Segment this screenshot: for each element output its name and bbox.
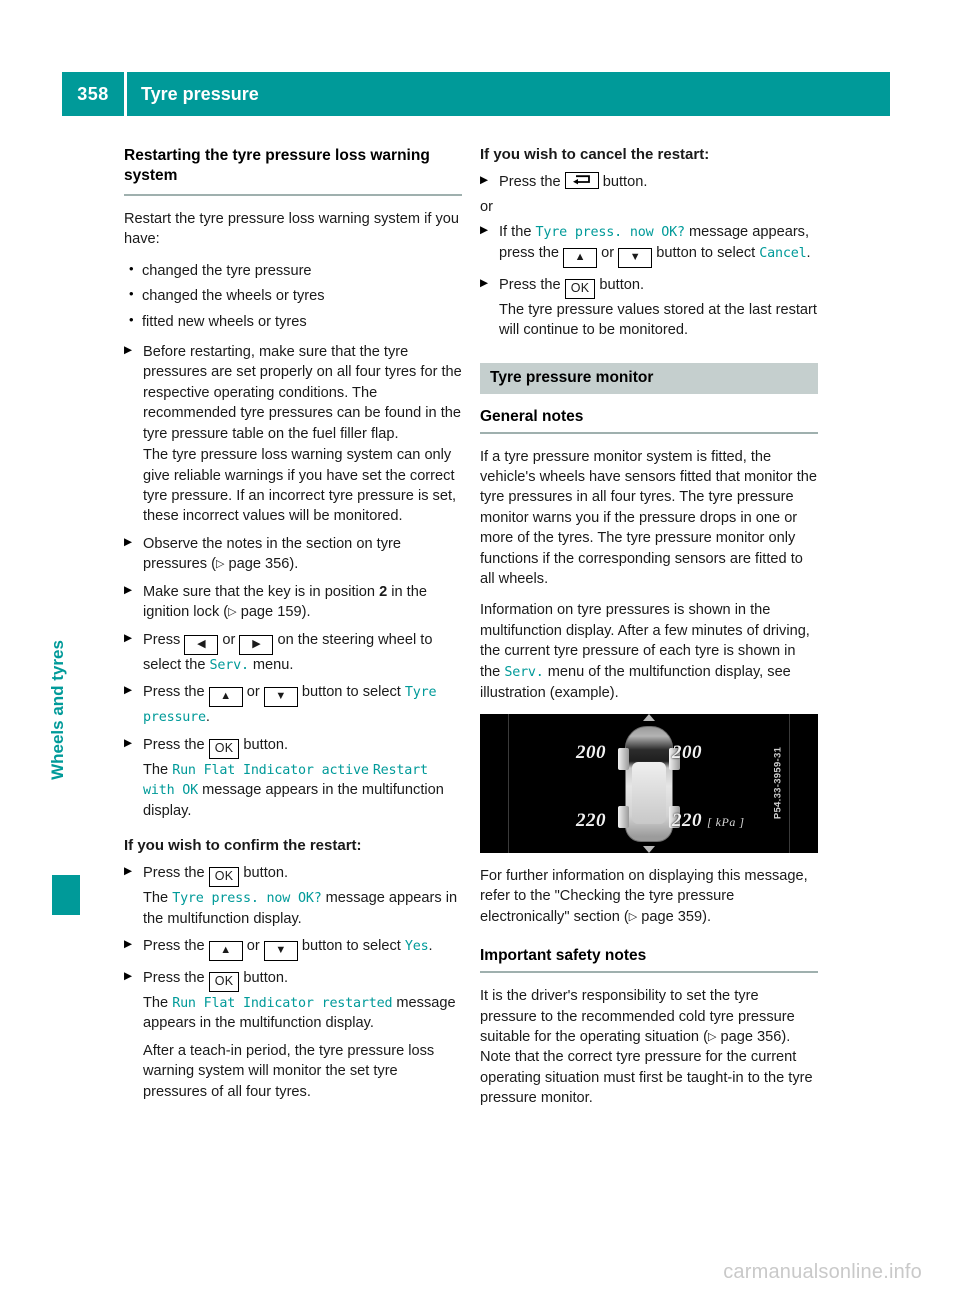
arrow-left-button-icon[interactable]: ◀ xyxy=(184,635,218,655)
step-text: Press the xyxy=(143,938,209,955)
list-item: • fitted new wheels or tyres xyxy=(124,312,462,332)
mfd-option-cancel: Cancel xyxy=(759,246,807,262)
step-text-tail: button. xyxy=(598,174,648,190)
page-ref-triangle-icon: ▷ xyxy=(628,910,638,923)
step-text: Make sure that the key is in position xyxy=(143,583,380,600)
step-text-mid: on the steering wheel to select the xyxy=(143,631,433,673)
right-column xyxy=(480,146,818,1120)
paragraph-text-tail: menu of the multifunction display, see illustration (example). xyxy=(480,663,791,701)
heading-rule xyxy=(124,194,462,196)
step-text-tail: button. xyxy=(239,865,289,882)
step-text: Press xyxy=(143,631,185,648)
after-figure-paragraph xyxy=(480,866,818,927)
step-result xyxy=(143,888,462,929)
step-text-tail: button. xyxy=(595,277,645,294)
general-notes-paragraph-1: If a tyre pressure monitor system is fitted, the vehicle's wheels have sensors fitted that monitor the tyre pressures in all four tyres. The tyre pressure monitor warns you if the pressure drops in one or more of the tyres. The tyre pressure monitor only functions if the corresponding sensors are fitted to all wheels. xyxy=(480,448,817,588)
arrow-down-button-icon[interactable]: ▼ xyxy=(264,687,298,707)
arrow-up-button-icon[interactable]: ▲ xyxy=(563,248,597,268)
result-tail: message appears in the multifunction display. xyxy=(143,994,456,1032)
arrow-up-button-icon[interactable]: ▲ xyxy=(209,941,243,961)
step-result: The tyre pressure values stored at the last restart will continue to be monitored. xyxy=(499,301,817,339)
pressure-rear-left: 220 xyxy=(576,809,606,831)
page-header xyxy=(62,72,890,116)
page-ref-label: page 359 xyxy=(641,908,703,925)
step-text-mid: button to select xyxy=(297,938,405,955)
step-before-restarting xyxy=(124,342,462,527)
conjunction-or: or xyxy=(242,938,264,955)
figure-marker-bottom-icon xyxy=(643,846,655,853)
pressure-unit: [ kPa ] xyxy=(707,814,745,829)
mfd-menu-serv: Serv. xyxy=(504,664,544,680)
cancel-restart-heading: If you wish to cancel the restart: xyxy=(480,146,710,163)
step-result xyxy=(143,993,462,1034)
page-reference xyxy=(708,1029,781,1045)
step-text: Observe the notes in the section on tyre pressures ( xyxy=(143,535,401,573)
key-position-value: 2 xyxy=(379,583,388,600)
paragraph-text: Information on tyre pressures is shown in the multifunction display. After a few minutes of driving, the current tyre pressure of each tyre is shown in the xyxy=(480,602,810,680)
step-text-mid: message appears, press the xyxy=(499,224,810,262)
cancel-step-press-back xyxy=(480,172,818,192)
step-text: Press the xyxy=(499,174,565,190)
conjunction-or: or xyxy=(218,631,240,648)
ok-button-icon[interactable]: OK xyxy=(209,867,240,887)
cancel-steps-part1 xyxy=(480,172,818,192)
ok-button-icon[interactable]: OK xyxy=(209,972,240,992)
chapter-tab-marker xyxy=(52,875,80,915)
general-notes-heading: General notes xyxy=(480,407,584,425)
step-text: If the xyxy=(499,224,536,241)
restart-steps xyxy=(124,342,462,821)
paragraph-text: For further information on displaying this message, refer to the "Checking the tyre pressure electronically" section ( xyxy=(480,867,808,925)
step-result xyxy=(143,760,462,822)
step-text-tail: . xyxy=(205,709,210,726)
step-text-tail: ). xyxy=(289,556,299,573)
page-ref-triangle-icon: ▷ xyxy=(707,1031,717,1044)
step-key-position xyxy=(124,582,462,623)
cancel-step-select-cancel xyxy=(480,222,818,268)
page-ref-label: page 159 xyxy=(240,604,302,621)
mfd-message-line2: Restart with OK xyxy=(143,762,428,799)
general-notes-paragraph-2 xyxy=(480,600,818,702)
arrow-up-button-icon[interactable]: ▲ xyxy=(209,687,243,707)
paragraph-text-tail: ). xyxy=(702,908,712,925)
tyre-front-left-icon xyxy=(618,748,629,770)
step-text-tail: button. xyxy=(239,970,289,987)
result-tail: message appears in the multifunction display. xyxy=(143,889,458,927)
mfd-menu-serv: Serv. xyxy=(209,657,249,673)
step-text-mid: in the ignition lock ( xyxy=(143,583,427,621)
step-text-tail: menu. xyxy=(248,656,294,673)
confirm-steps xyxy=(124,863,462,1033)
result-prefix: The xyxy=(143,761,173,778)
mfd-illustration xyxy=(480,714,818,853)
pressure-rear-right: 220 xyxy=(672,809,702,831)
step-text: Press the xyxy=(143,737,209,754)
arrow-down-button-icon[interactable]: ▼ xyxy=(618,248,652,268)
confirm-step-press-ok xyxy=(124,863,462,929)
figure-code: P54.33-3959-31 xyxy=(772,747,784,820)
mfd-message: Tyre press. now OK? xyxy=(535,225,685,241)
condition-list xyxy=(124,261,462,332)
arrow-down-button-icon[interactable]: ▼ xyxy=(264,941,298,961)
pressure-front-right: 200 xyxy=(672,741,702,763)
paragraph-text-tail: ). Note that the correct tyre pressure for the current operating situation must first be taught-in to the tyre pressure monitor. xyxy=(480,1029,813,1107)
ok-button-icon[interactable]: OK xyxy=(209,739,240,759)
step-press-ok xyxy=(124,735,462,821)
ok-button-icon[interactable]: OK xyxy=(565,279,596,299)
figure-divider-left xyxy=(508,714,509,853)
heading-rule xyxy=(480,432,818,434)
mfd-message-line1: Run Flat Indicator active xyxy=(172,762,369,778)
mfd-message: Tyre press. now OK? xyxy=(172,890,322,906)
figure-marker-top-icon xyxy=(643,714,655,721)
chapter-tab-label: Wheels and tyres xyxy=(48,640,67,780)
safety-notes-paragraph xyxy=(480,986,818,1109)
pressure-rear-right-group xyxy=(672,810,745,832)
confirm-step-final-ok xyxy=(124,968,462,1034)
page-reference xyxy=(629,909,702,925)
or-separator: or xyxy=(480,199,493,216)
step-text: Before restarting, make sure that the tyre pressures are set properly on all four tyres for the respective operating conditions. The recommended tyre pressures can be found in the tyre pressure table on the fuel filler flap. xyxy=(143,344,462,442)
safety-notes-heading: Important safety notes xyxy=(480,947,647,965)
pressure-front-left: 200 xyxy=(576,741,606,763)
page-ref-triangle-icon: ▷ xyxy=(228,606,237,619)
mfd-message: Run Flat Indicator restarted xyxy=(172,995,393,1011)
conjunction-or: or xyxy=(597,245,619,262)
step-text-tail: . xyxy=(806,245,811,262)
section-heading: Restarting the tyre pressure loss warning system xyxy=(124,147,430,185)
cancel-step-press-ok xyxy=(480,275,818,340)
step-text: Press the xyxy=(143,865,209,882)
confirm-restart-heading: If you wish to confirm the restart: xyxy=(124,837,362,855)
list-item: • changed the wheels or tyres xyxy=(124,286,462,306)
step-text-mid: button to select xyxy=(297,684,405,701)
step-text: Press the xyxy=(143,970,209,987)
intro-paragraph: Restart the tyre pressure loss warning system if you have: xyxy=(124,210,459,248)
page-number: 358 xyxy=(62,72,124,116)
step-text-tail: ). xyxy=(301,604,311,621)
result-prefix: The xyxy=(143,994,173,1011)
heading-rule xyxy=(480,971,818,973)
step-text-mid2: button to select xyxy=(652,245,760,262)
confirm-step-select-yes xyxy=(124,936,462,961)
arrow-right-button-icon[interactable]: ▶ xyxy=(239,635,273,655)
step-text: Press the xyxy=(143,684,209,701)
page-ref-triangle-icon: ▷ xyxy=(216,558,225,571)
paragraph-text: It is the driver's responsibility to set the tyre pressure to the recommended cold tyre pressure suitable for the operating situation ( xyxy=(480,988,795,1046)
figure-divider-right xyxy=(789,714,790,853)
page-ref-label: page 356 xyxy=(228,556,290,573)
step-text-tail: . xyxy=(428,938,433,955)
conjunction-or: or xyxy=(242,684,264,701)
result-prefix: The xyxy=(143,889,173,906)
step-observe-notes xyxy=(124,534,462,575)
step-press-left-right xyxy=(124,630,462,676)
teach-in-note: After a teach-in period, the tyre pressure loss warning system will monitor the set tyre pressures of all four tyres. xyxy=(143,1042,435,1100)
subsection-band-title: Tyre pressure monitor xyxy=(480,363,818,394)
vehicle-roof xyxy=(632,762,666,824)
step-press-up-down xyxy=(124,682,462,728)
site-watermark: carmanualsonline.info xyxy=(723,1261,922,1283)
page-title: Tyre pressure xyxy=(127,72,890,116)
step-text: Press the xyxy=(499,277,565,294)
tyre-rear-left-icon xyxy=(618,806,629,828)
back-button-icon[interactable] xyxy=(565,172,599,189)
step-text-tail: button. xyxy=(239,737,289,754)
step-continuation: The tyre pressure loss warning system can only give reliable warnings if you have set the correct tyre pressure. If an incorrect tyre pressure is set, these incorrect values will be monitored. xyxy=(143,447,457,525)
mfd-option-yes: Yes xyxy=(404,939,429,955)
list-item: • changed the tyre pressure xyxy=(124,261,462,281)
cancel-steps-part2 xyxy=(480,222,818,340)
page-reference xyxy=(228,604,301,620)
mfd-menu-tyre-pressure: Tyre pressure xyxy=(143,685,437,726)
left-column xyxy=(124,146,462,1112)
result-tail: message appears in the multifunction display. xyxy=(143,782,444,820)
page-reference xyxy=(216,556,289,572)
page-ref-label: page 356 xyxy=(720,1029,782,1046)
